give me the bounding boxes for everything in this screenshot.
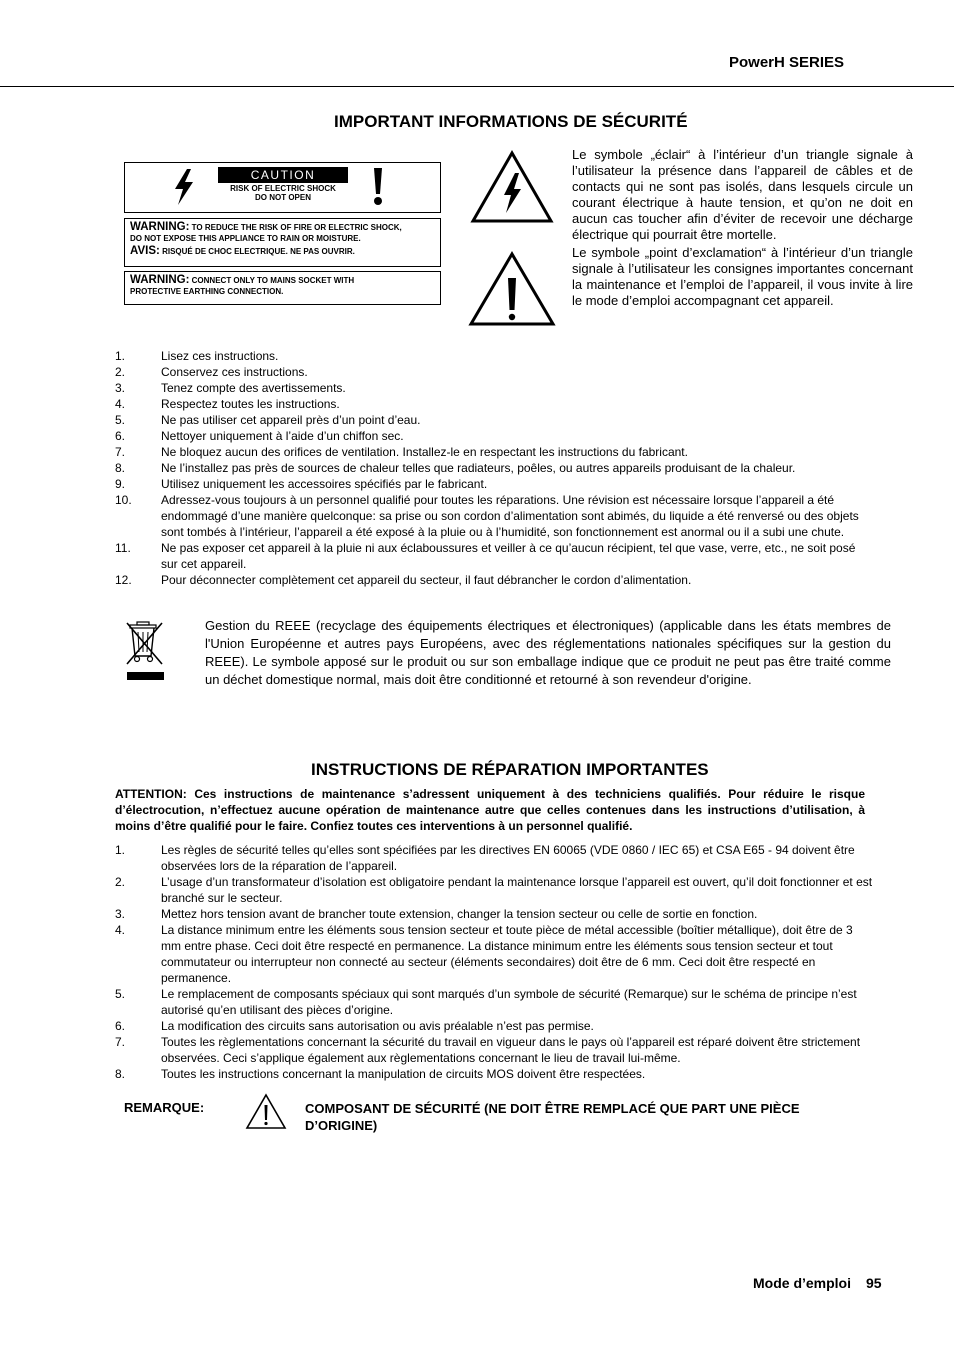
- warning2-heading: WARNING:: [130, 274, 190, 286]
- repair-instructions-list: [115, 842, 875, 1082]
- list-item: 1. Les règles de sécurité telles qu’elles sont spécifiées par les directives EN 60065 (VDE 0860 / IEC 65) et CSA E65 - 94 doivent être observées lors de la réparation de l’appareil.: [115, 843, 855, 873]
- remark-label: REMARQUE:: [124, 1100, 205, 1115]
- list-item: 12. Pour déconnecter complètement cet appareil du secteur, il faut débrancher le cordon d’alimentation.: [115, 573, 692, 587]
- warning-line1: TO REDUCE THE RISK OF FIRE OR ELECTRIC SHOCK,: [191, 223, 402, 232]
- exclamation-icon: [363, 166, 393, 208]
- page-footer: [753, 1275, 882, 1291]
- safety-section-title: IMPORTANT INFORMATIONS DE SÉCURITÉ: [334, 112, 688, 131]
- warning-fire-label: [124, 218, 441, 267]
- avis-heading: AVIS:: [130, 245, 160, 257]
- list-item: 2. Conservez ces instructions.: [115, 365, 308, 379]
- list-item: 11. Ne pas exposer cet appareil à la pluie ni aux éclaboussures et veiller à ce qu’aucun récipient, tel que vase, verre, etc., ne soit posé sur cet appareil.: [115, 541, 856, 571]
- footer-label: Mode d’emploi: [753, 1275, 851, 1291]
- warning-earthing-label: [124, 271, 441, 305]
- list-item: 4. Respectez toutes les instructions.: [115, 397, 340, 411]
- symbol-explanations: [572, 147, 913, 311]
- list-item: 7. Ne bloquez aucun des orifices de ventilation. Installez-le en respectant les instructions du fabricant.: [115, 445, 688, 459]
- caution-sub-line2: DO NOT OPEN: [254, 193, 311, 202]
- list-item: 8. Ne l’installez pas près de sources de chaleur telles que radiateurs, poêles, ou autres appareils produisant de la chaleur.: [115, 461, 796, 475]
- list-item: 3. Tenez compte des avertissements.: [115, 381, 346, 395]
- exclamation-triangle-icon: [467, 250, 557, 328]
- warning-triangle-icon: [245, 1093, 287, 1130]
- list-item: 5. Ne pas utiliser cet appareil près d’un point d’eau.: [115, 413, 421, 427]
- safety-instructions-list: [115, 348, 875, 588]
- list-item: 10. Adressez-vous toujours à un personnel qualifié pour toutes les réparations. Une révision est nécessaire lorsque l’appareil a été endommagé d’une manière quelconque: sa prise ou son cordon d’alimentation sont abimés, du liquide a été renversé ou des objets sont tombés à l’intérieur, l’appareil a été exposé à la pluie ou à l’humidité, son fonctionnement est anormal ou il a subi une chute.: [115, 493, 859, 539]
- remark-text: COMPOSANT DE SÉCURITÉ (NE DOIT ÊTRE REMPLACÉ QUE PART UNE PIÈCE D’ORIGINE): [305, 1101, 800, 1133]
- list-item: 7. Toutes les règlementations concernant la sécurité du travail en vigueur dans le pays où l’appareil est réparé doivent être strictement observées. Ceci s’applique également aux règlementations concernant le lieu de travail lui-même.: [115, 1035, 861, 1065]
- weee-bin-icon: [124, 618, 168, 684]
- header-rule: [0, 86, 954, 87]
- list-item: 4. La distance minimum entre les éléments sous tension secteur et toute pièce de métal accessible (boîtier métallique), doit être de 3 mm entre phase. Ceci doit être respecté en permanence. La distance minimum entre les éléments sous tension secteur et tout commutateur ou interrupteur non connecté au secteur (éléments secondaires) doit être de 6 mm. Ceci doit être respecté en permanence.: [115, 923, 853, 985]
- caution-subtext: [218, 184, 348, 202]
- list-item: 5. Le remplacement de composants spéciaux qui sont marqués d’un symbole de sécurité (Remarque) sur le schéma de principe n’est autorisé qu’en utilisant des pièces d’origine.: [115, 987, 857, 1017]
- list-item: 1. Lisez ces instructions.: [115, 349, 279, 363]
- list-item: 6. La modification des circuits sans autorisation ou avis préalable n’est pas permise.: [115, 1019, 594, 1033]
- exclamation-explanation: Le symbole „point d’exclamation“ à l’intérieur d’un triangle signale à l’utilisateur les consignes importantes concernant la maintenance et l’emploi de l’appareil, il vous invite à lire le mode d’emploi accompagnant cet appareil.: [572, 245, 913, 308]
- lightning-explanation: Le symbole „éclair“ à l’intérieur d’un triangle signale à l’utilisateur la présence dans l’appareil de câbles et de contacts qui ne sont pas isolés, dans lesquels circule un courant électrique à haute tension, et qu’on ne doit en aucun cas toucher afin d’éviter de recevoir une décharge électrique qui pourrait être mortelle.: [572, 147, 913, 242]
- list-item: 8. Toutes les instructions concernant la manipulation de circuits MOS doivent être respectées.: [115, 1067, 646, 1081]
- attention-notice: ATTENTION: Ces instructions de maintenance s’adressent uniquement à des techniciens qualifiés. Pour réduire le risque d’électrocution, n’effectuez aucune opération de maintenance autre que celles contenues dans les instructions d’utilisation, à moins d’être qualifié pour le faire. Confiez toutes ces interventions à un personnel qualifié.: [115, 787, 865, 833]
- warning-heading: WARNING:: [130, 221, 190, 233]
- warning-line2: DO NOT EXPOSE THIS APPLIANCE TO RAIN OR MOISTURE.: [130, 234, 361, 243]
- list-item: 6. Nettoyer uniquement à l’aide d’un chiffon sec.: [115, 429, 404, 443]
- warning2-line2: PROTECTIVE EARTHING CONNECTION.: [130, 287, 284, 296]
- weee-notice: Gestion du REEE (recyclage des équipements électriques et électroniques) (applicable dans les états membres de l'Union Européenne et autres pays Européens, avec des réglementations nationales spécifiques sur la gestion du REEE). Le symbole apposé sur le produit ou sur son emballage indique que ce produit ne peut pas être traité comme un déchet domestique normal, mais doit être conditionné et retourné à son revendeur d'origine.: [205, 618, 891, 687]
- lightning-triangle-icon: [469, 149, 555, 225]
- page-number: 95: [866, 1275, 882, 1291]
- warning2-line1: CONNECT ONLY TO MAINS SOCKET WITH: [191, 276, 355, 285]
- repair-section-title: INSTRUCTIONS DE RÉPARATION IMPORTANTES: [311, 760, 709, 779]
- list-item: 2. L’usage d’un transformateur d’isolation est obligatoire pendant la maintenance lorsque l’appareil est ouvert, qu’il doit fonctionner et est branché sur le secteur.: [115, 875, 873, 905]
- series-title: PowerH SERIES: [729, 54, 845, 71]
- lightning-bolt-icon: [169, 167, 199, 207]
- avis-text: RISQUÉ DE CHOC ELECTRIQUE. NE PAS OUVRIR.: [162, 247, 355, 256]
- caution-label: [124, 162, 441, 213]
- caution-sub-line1: RISK OF ELECTRIC SHOCK: [230, 184, 336, 193]
- list-item: 9. Utilisez uniquement les accessoires spécifiés par le fabricant.: [115, 477, 488, 491]
- caution-heading: CAUTION: [218, 167, 348, 183]
- list-item: 3. Mettez hors tension avant de brancher toute extension, changer la tension secteur ou celle de sortie en fonction.: [115, 907, 758, 921]
